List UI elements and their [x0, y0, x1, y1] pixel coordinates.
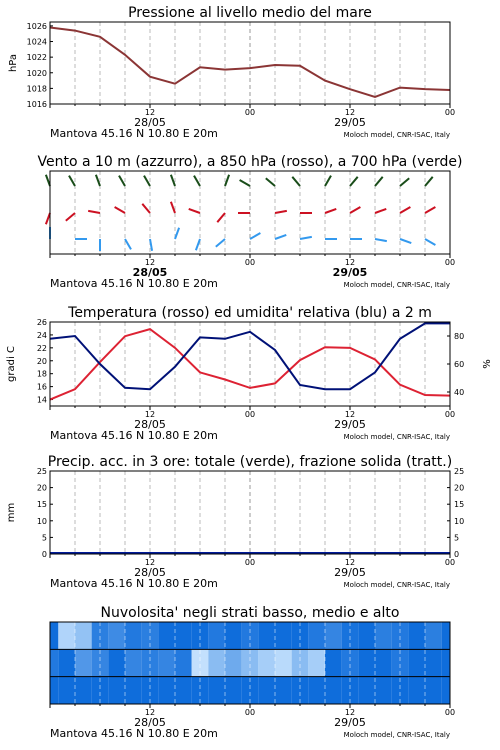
wind-xtick-label: 00	[244, 258, 256, 267]
wind-barb	[142, 204, 150, 213]
temperature-ytick-label: 20	[36, 356, 47, 366]
wind-date-label: 28/05	[132, 266, 168, 279]
pressure-date-label: 29/05	[334, 116, 366, 129]
cloud-cell	[175, 677, 192, 704]
pressure-ytick-label: 1026	[26, 21, 47, 31]
wind-barb	[225, 175, 229, 186]
precip-title: Precip. acc. in 3 ore: totale (verde), frazione solida (tratt.)	[47, 454, 453, 470]
wind-barb-staff	[217, 213, 225, 222]
cloud-cell	[225, 622, 242, 649]
cloud-cell	[408, 649, 425, 676]
wind-barb-staff	[88, 211, 100, 213]
wind-barb	[375, 239, 387, 241]
wind-barb-staff	[194, 176, 200, 186]
wind-barb	[425, 207, 435, 213]
cloud-cell	[425, 677, 442, 704]
wind-barb	[350, 207, 360, 213]
precip-ytick-label-right: 15	[454, 500, 465, 510]
wind-barb	[400, 239, 411, 243]
temperature-ytick-label: 18	[36, 369, 47, 379]
cloud-cell	[225, 649, 242, 676]
precip-ytick-label-right: 10	[454, 516, 465, 526]
cloud-cell	[425, 649, 442, 676]
wind-barb-staff	[350, 177, 358, 186]
wind-title: Vento a 10 m (azzurro), a 850 hPa (rosso), a 700 hPa (verde)	[37, 154, 463, 170]
wind-barb	[171, 202, 175, 213]
cloud-cell	[58, 622, 75, 649]
wind-barb-staff	[375, 239, 387, 241]
cloud-cell	[442, 649, 450, 676]
wind-barb-staff	[375, 209, 386, 213]
precip-xtick-label: 12	[144, 558, 156, 567]
wind-barb	[119, 176, 125, 186]
precip-ylabel: mm	[6, 502, 17, 523]
wind-barb-staff	[119, 176, 125, 186]
wind-barb	[375, 209, 386, 213]
cloud-title: Nuvolosita' negli strati basso, medio e alto	[100, 605, 400, 621]
wind-barb	[250, 233, 260, 239]
precip-ytick-label-right: 0	[454, 550, 460, 559]
temperature-location: Mantova 45.16 N 10.80 E 20m	[50, 429, 218, 442]
cloud-xtick-label: 00	[244, 708, 256, 717]
wind-barb	[292, 177, 300, 186]
cloud-cell	[308, 649, 325, 676]
wind-barb	[196, 239, 200, 250]
cloud-cell	[308, 677, 325, 704]
wind-barb	[175, 228, 179, 239]
wind-barb	[266, 178, 275, 186]
cloud-location: Mantova 45.16 N 10.80 E 20m	[50, 727, 218, 740]
precip-ytick-label-right: 25	[454, 467, 465, 476]
pressure-ytick-label: 1020	[26, 68, 47, 78]
wind-barb-staff	[275, 211, 287, 213]
precip-ytick-label: 25	[36, 467, 47, 476]
wind-barb	[88, 211, 100, 213]
temperature-ytick-label: 14	[36, 395, 47, 405]
cloud-cell	[425, 622, 442, 649]
wind-barb-staff	[96, 175, 100, 186]
wind-barb	[350, 177, 358, 186]
temperature-xtick-label: 00	[444, 410, 456, 419]
cloud-cell	[125, 649, 142, 676]
wind-barb-staff	[325, 209, 336, 213]
wind-barb-staff	[275, 235, 286, 239]
wind-barb	[66, 213, 75, 221]
precip-ytick-label: 5	[41, 533, 47, 543]
wind-barb	[240, 180, 250, 186]
cloud-cell	[442, 622, 450, 649]
cloud-xtick-label: 12	[144, 708, 156, 717]
wind-barb	[325, 209, 336, 213]
wind-barb-staff	[250, 233, 260, 239]
cloud-cell	[108, 677, 125, 704]
cloud-cell	[258, 677, 275, 704]
wind-barb	[400, 207, 410, 213]
wind-barb	[425, 177, 433, 186]
wind-barb-staff	[142, 204, 150, 213]
wind-barb	[216, 239, 225, 247]
wind-barb	[300, 237, 312, 239]
precip-ytick-label-right: 20	[454, 483, 465, 493]
wind-barb	[69, 176, 75, 186]
wind-barb-staff	[46, 175, 50, 186]
temperature-ytick-label: 16	[36, 382, 47, 392]
cloud-cell	[225, 677, 242, 704]
cloud-cell	[275, 649, 292, 676]
wind-xtick-label: 12	[144, 258, 156, 267]
wind-barb-staff	[425, 207, 435, 213]
pressure-date-label: 28/05	[134, 116, 166, 129]
precip-ytick-label: 10	[36, 516, 47, 526]
wind-barb-staff	[69, 176, 75, 186]
precip-xtick-label: 12	[344, 558, 356, 567]
wind-barb	[46, 175, 50, 186]
cloud-cell	[158, 622, 175, 649]
wind-barb	[400, 178, 409, 186]
wind-barb	[194, 176, 200, 186]
wind-barb	[189, 209, 200, 213]
cloud-cell	[258, 622, 275, 649]
cloud-cell	[75, 677, 92, 704]
wind-barb	[375, 177, 383, 186]
cloud-cell	[408, 622, 425, 649]
cloud-cell	[325, 649, 342, 676]
wind-barb-staff	[425, 177, 433, 186]
wind-barb-staff	[171, 202, 175, 213]
cloud-cell	[175, 622, 192, 649]
wind-xtick-label: 00	[444, 258, 456, 267]
temperature-xtick-label: 12	[144, 410, 156, 419]
wind-barb-staff	[46, 213, 50, 224]
temperature-date-label: 29/05	[334, 418, 366, 431]
temperature-ytick-label-right: 40	[454, 388, 465, 397]
precip-date-label: 28/05	[134, 566, 166, 579]
cloud-cell	[325, 622, 342, 649]
wind-barb-staff	[125, 239, 131, 249]
wind-barb-staff	[325, 176, 331, 186]
temperature-ytick-label: 24	[36, 330, 47, 340]
wind-barb-staff	[189, 209, 200, 213]
cloud-cell	[75, 622, 92, 649]
pressure-xtick-label: 12	[144, 108, 156, 117]
temperature-ytick-label-right: 80	[454, 332, 465, 341]
cloud-xtick-label: 12	[344, 708, 356, 717]
cloud-model-credit: Moloch model, CNR-ISAC, Italy	[343, 731, 450, 739]
cloud-cell	[125, 622, 142, 649]
cloud-cell	[325, 677, 342, 704]
precip-location: Mantova 45.16 N 10.80 E 20m	[50, 577, 218, 590]
cloud-cell	[158, 677, 175, 704]
cloud-cell	[258, 649, 275, 676]
cloud-cell	[75, 649, 92, 676]
temperature-xtick-label: 12	[344, 410, 356, 419]
cloud-cell	[275, 622, 292, 649]
cloud-cell	[408, 677, 425, 704]
temperature-ytick-label: 26	[36, 318, 47, 327]
pressure-location: Mantova 45.16 N 10.80 E 20m	[50, 127, 218, 140]
pressure-xtick-label: 00	[444, 108, 456, 117]
pressure-xtick-label: 12	[344, 108, 356, 117]
pressure-ytick-label: 1016	[26, 100, 47, 109]
wind-barb	[125, 239, 131, 249]
wind-barb	[275, 235, 286, 239]
wind-barb-staff	[144, 176, 150, 186]
wind-date-label: 29/05	[332, 266, 368, 279]
cloud-cell	[208, 622, 225, 649]
pressure-xtick-label: 00	[244, 108, 256, 117]
precip-ytick-label: 0	[41, 550, 47, 559]
wind-xtick-label: 12	[344, 258, 356, 267]
wind-barb	[275, 211, 287, 213]
cloud-cell	[358, 622, 375, 649]
cloud-cell	[208, 649, 225, 676]
cloud-date-label: 28/05	[134, 716, 166, 729]
cloud-cell	[50, 649, 58, 676]
wind-barb-staff	[225, 175, 229, 186]
temperature-date-label: 28/05	[134, 418, 166, 431]
precip-xtick-label: 00	[244, 558, 256, 567]
cloud-date-label: 29/05	[334, 716, 366, 729]
cloud-cell	[375, 622, 392, 649]
wind-barb-staff	[300, 237, 312, 239]
precip-ytick-label: 15	[36, 500, 47, 510]
temperature-title: Temperatura (rosso) ed umidita' relativa (blu) a 2 m	[68, 305, 432, 321]
precip-ytick-label: 20	[36, 483, 47, 493]
cloud-cell	[375, 649, 392, 676]
temperature-ytick-label-right: 60	[454, 360, 465, 369]
cloud-cell	[358, 677, 375, 704]
wind-barb-staff	[171, 175, 175, 186]
precip-date-label: 29/05	[334, 566, 366, 579]
wind-barb-staff	[175, 228, 179, 239]
wind-barb-staff	[425, 239, 435, 245]
wind-barb-staff	[216, 239, 225, 247]
temperature-ylabel: gradi C	[6, 346, 17, 382]
cloud-cell	[108, 649, 125, 676]
wind-barb-staff	[66, 213, 75, 221]
wind-barb	[425, 239, 435, 245]
wind-barb-staff	[292, 177, 300, 186]
wind-barb-staff	[196, 239, 200, 250]
wind-barb	[144, 176, 150, 186]
temperature-ylabel-right: %	[482, 359, 493, 369]
pressure-title: Pressione al livello medio del mare	[128, 5, 372, 21]
pressure-ytick-label: 1022	[26, 53, 47, 63]
wind-barb	[46, 213, 50, 224]
wind-barb-staff	[350, 207, 360, 213]
cloud-cell	[175, 649, 192, 676]
precip-model-credit: Moloch model, CNR-ISAC, Italy	[343, 581, 450, 589]
precip-ytick-label-right: 5	[454, 533, 460, 543]
pressure-ytick-label: 1018	[26, 84, 47, 94]
cloud-cell	[50, 677, 58, 704]
wind-model-credit: Moloch model, CNR-ISAC, Italy	[343, 281, 450, 289]
cloud-cell	[125, 677, 142, 704]
precip-xtick-label: 00	[444, 558, 456, 567]
pressure-model-credit: Moloch model, CNR-ISAC, Italy	[343, 131, 450, 139]
cloud-xtick-label: 00	[444, 708, 456, 717]
temperature-model-credit: Moloch model, CNR-ISAC, Italy	[343, 433, 450, 441]
wind-barb-staff	[400, 178, 409, 186]
temperature-ytick-label: 22	[36, 343, 47, 353]
cloud-cell	[358, 649, 375, 676]
cloud-cell	[108, 622, 125, 649]
wind-barb-staff	[400, 239, 411, 243]
pressure-ytick-label: 1024	[26, 37, 47, 47]
cloud-cell	[58, 649, 75, 676]
wind-barb	[217, 213, 225, 222]
cloud-cell	[50, 622, 58, 649]
wind-barb	[171, 175, 175, 186]
wind-barb-staff	[240, 180, 250, 186]
cloud-cell	[158, 649, 175, 676]
pressure-ylabel: hPa	[8, 53, 19, 73]
wind-barb	[96, 175, 100, 186]
cloud-cell	[208, 677, 225, 704]
cloud-cell	[442, 677, 450, 704]
wind-barb	[325, 176, 331, 186]
cloud-cell	[375, 677, 392, 704]
wind-location: Mantova 45.16 N 10.80 E 20m	[50, 277, 218, 290]
wind-barb-staff	[375, 177, 383, 186]
cloud-cell	[275, 677, 292, 704]
temperature-xtick-label: 00	[244, 410, 256, 419]
cloud-cell	[58, 677, 75, 704]
wind-barb	[115, 207, 125, 213]
wind-barb-staff	[400, 207, 410, 213]
wind-barb-staff	[266, 178, 275, 186]
cloud-cell	[308, 622, 325, 649]
wind-barb-staff	[115, 207, 125, 213]
